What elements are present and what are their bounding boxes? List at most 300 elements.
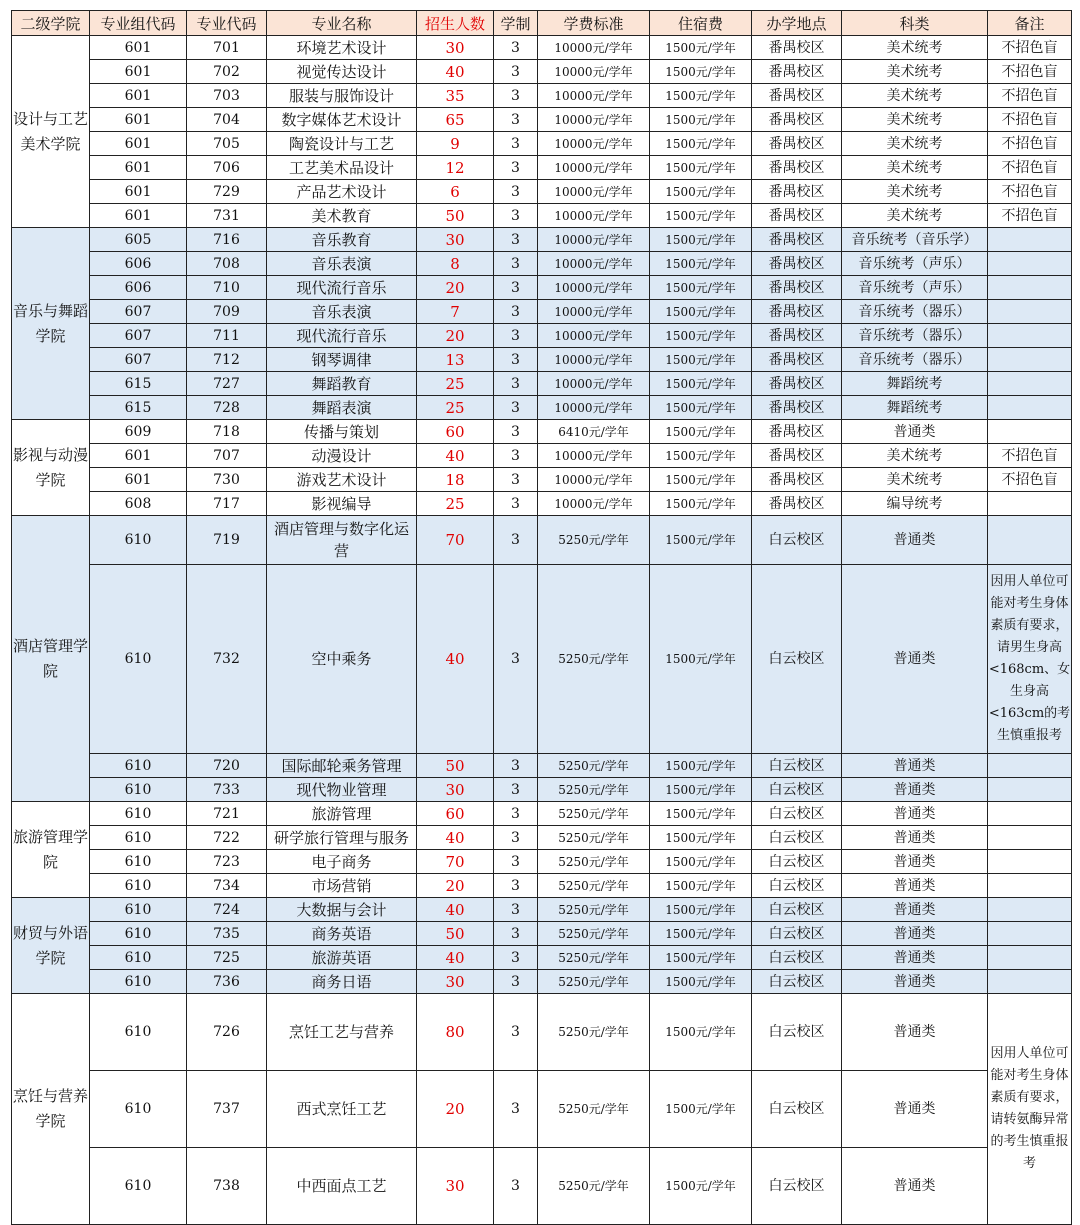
category-cell: 普通类	[842, 994, 988, 1071]
table-row	[12, 970, 1072, 994]
note-cell	[988, 372, 1072, 396]
dorm-fee-cell: 1500元/学年	[650, 898, 752, 922]
years-cell: 3	[494, 802, 538, 826]
dorm-fee-cell: 1500元/学年	[650, 492, 752, 516]
group-code-cell: 601	[90, 108, 187, 132]
campus-cell: 白云校区	[752, 946, 842, 970]
group-code-cell: 601	[90, 156, 187, 180]
years-cell: 3	[494, 565, 538, 754]
major-name-cell: 研学旅行管理与服务	[267, 826, 417, 850]
header-category: 科类	[842, 11, 988, 36]
major-code-cell: 712	[187, 348, 267, 372]
group-code-cell: 610	[90, 946, 187, 970]
enrollment-count-cell: 12	[417, 156, 494, 180]
college-cell: 烹饪与营养学院	[12, 994, 90, 1225]
header-group-code: 专业组代码	[90, 11, 187, 36]
header-major-name: 专业名称	[267, 11, 417, 36]
note-cell	[988, 802, 1072, 826]
tuition-cell: 10000元/学年	[538, 60, 650, 84]
years-cell: 3	[494, 36, 538, 60]
group-code-cell: 610	[90, 898, 187, 922]
table-row	[12, 228, 1072, 252]
enrollment-count-cell: 9	[417, 132, 494, 156]
tuition-cell: 10000元/学年	[538, 492, 650, 516]
years-cell: 3	[494, 252, 538, 276]
major-name-cell: 传播与策划	[267, 420, 417, 444]
major-code-cell: 734	[187, 874, 267, 898]
tuition-cell: 10000元/学年	[538, 468, 650, 492]
note-cell	[988, 826, 1072, 850]
group-code-cell: 610	[90, 826, 187, 850]
major-code-cell: 733	[187, 778, 267, 802]
category-cell: 舞蹈统考	[842, 396, 988, 420]
category-cell: 编导统考	[842, 492, 988, 516]
dorm-fee-cell: 1500元/学年	[650, 108, 752, 132]
campus-cell: 白云校区	[752, 994, 842, 1071]
major-code-cell: 716	[187, 228, 267, 252]
major-code-cell: 725	[187, 946, 267, 970]
category-cell: 普通类	[842, 874, 988, 898]
major-code-cell: 737	[187, 1071, 267, 1148]
years-cell: 3	[494, 444, 538, 468]
campus-cell: 番禺校区	[752, 468, 842, 492]
major-code-cell: 718	[187, 420, 267, 444]
table-row	[12, 826, 1072, 850]
major-name-cell: 现代流行音乐	[267, 276, 417, 300]
enrollment-count-cell: 40	[417, 444, 494, 468]
tuition-cell: 10000元/学年	[538, 324, 650, 348]
tuition-cell: 10000元/学年	[538, 204, 650, 228]
major-code-cell: 727	[187, 372, 267, 396]
enrollment-count-cell: 20	[417, 1071, 494, 1148]
enrollment-count-cell: 50	[417, 922, 494, 946]
tuition-cell: 5250元/学年	[538, 922, 650, 946]
note-cell: 因用人单位可能对考生身体素质有要求，请转氨酶异常的考生慎重报考	[988, 994, 1072, 1225]
tuition-cell: 10000元/学年	[538, 252, 650, 276]
category-cell: 美术统考	[842, 108, 988, 132]
major-name-cell: 影视编导	[267, 492, 417, 516]
enrollment-count-cell: 25	[417, 372, 494, 396]
enrollment-count-cell: 60	[417, 802, 494, 826]
note-cell: 不招色盲	[988, 84, 1072, 108]
major-code-cell: 708	[187, 252, 267, 276]
category-cell: 普通类	[842, 898, 988, 922]
note-cell: 不招色盲	[988, 180, 1072, 204]
tuition-cell: 5250元/学年	[538, 1148, 650, 1225]
enrollment-count-cell: 35	[417, 84, 494, 108]
tuition-cell: 6410元/学年	[538, 420, 650, 444]
table-row	[12, 300, 1072, 324]
category-cell: 音乐统考（器乐）	[842, 324, 988, 348]
years-cell: 3	[494, 468, 538, 492]
college-cell: 音乐与舞蹈学院	[12, 228, 90, 420]
years-cell: 3	[494, 276, 538, 300]
table-row	[12, 516, 1072, 565]
category-cell: 音乐统考（器乐）	[842, 300, 988, 324]
enrollment-count-cell: 40	[417, 898, 494, 922]
campus-cell: 番禺校区	[752, 444, 842, 468]
dorm-fee-cell: 1500元/学年	[650, 156, 752, 180]
note-cell	[988, 516, 1072, 565]
dorm-fee-cell: 1500元/学年	[650, 60, 752, 84]
major-name-cell: 西式烹饪工艺	[267, 1071, 417, 1148]
enrollment-count-cell: 25	[417, 492, 494, 516]
years-cell: 3	[494, 1148, 538, 1225]
major-name-cell: 陶瓷设计与工艺	[267, 132, 417, 156]
years-cell: 3	[494, 396, 538, 420]
header-enrollment-count: 招生人数	[417, 11, 494, 36]
campus-cell: 白云校区	[752, 778, 842, 802]
category-cell: 普通类	[842, 420, 988, 444]
table-row	[12, 252, 1072, 276]
table-row	[12, 156, 1072, 180]
table-row	[12, 132, 1072, 156]
major-code-cell: 701	[187, 36, 267, 60]
tuition-cell: 10000元/学年	[538, 348, 650, 372]
campus-cell: 番禺校区	[752, 156, 842, 180]
major-name-cell: 商务英语	[267, 922, 417, 946]
dorm-fee-cell: 1500元/学年	[650, 994, 752, 1071]
enrollment-count-cell: 18	[417, 468, 494, 492]
group-code-cell: 610	[90, 1148, 187, 1225]
category-cell: 美术统考	[842, 60, 988, 84]
table-row	[12, 754, 1072, 778]
group-code-cell: 601	[90, 84, 187, 108]
major-code-cell: 717	[187, 492, 267, 516]
group-code-cell: 610	[90, 802, 187, 826]
group-code-cell: 610	[90, 994, 187, 1071]
category-cell: 美术统考	[842, 132, 988, 156]
years-cell: 3	[494, 516, 538, 565]
dorm-fee-cell: 1500元/学年	[650, 36, 752, 60]
note-cell: 不招色盲	[988, 468, 1072, 492]
tuition-cell: 10000元/学年	[538, 396, 650, 420]
years-cell: 3	[494, 778, 538, 802]
major-name-cell: 商务日语	[267, 970, 417, 994]
campus-cell: 白云校区	[752, 850, 842, 874]
major-name-cell: 服装与服饰设计	[267, 84, 417, 108]
major-name-cell: 现代流行音乐	[267, 324, 417, 348]
dorm-fee-cell: 1500元/学年	[650, 348, 752, 372]
tuition-cell: 5250元/学年	[538, 874, 650, 898]
category-cell: 普通类	[842, 802, 988, 826]
header-row	[12, 11, 1072, 36]
table-row	[12, 492, 1072, 516]
note-cell	[988, 492, 1072, 516]
years-cell: 3	[494, 132, 538, 156]
table-row	[12, 778, 1072, 802]
years-cell: 3	[494, 970, 538, 994]
group-code-cell: 615	[90, 396, 187, 420]
table-body	[12, 36, 1072, 1225]
major-code-cell: 719	[187, 516, 267, 565]
major-code-cell: 702	[187, 60, 267, 84]
campus-cell: 白云校区	[752, 565, 842, 754]
group-code-cell: 610	[90, 516, 187, 565]
enrollment-count-cell: 6	[417, 180, 494, 204]
major-code-cell: 732	[187, 565, 267, 754]
tuition-cell: 5250元/学年	[538, 778, 650, 802]
table-row	[12, 994, 1072, 1071]
table-row	[12, 444, 1072, 468]
major-code-cell: 720	[187, 754, 267, 778]
category-cell: 美术统考	[842, 204, 988, 228]
group-code-cell: 607	[90, 348, 187, 372]
tuition-cell: 10000元/学年	[538, 132, 650, 156]
major-code-cell: 721	[187, 802, 267, 826]
years-cell: 3	[494, 156, 538, 180]
dorm-fee-cell: 1500元/学年	[650, 204, 752, 228]
campus-cell: 番禺校区	[752, 324, 842, 348]
table-row	[12, 802, 1072, 826]
group-code-cell: 605	[90, 228, 187, 252]
header-tuition: 学费标准	[538, 11, 650, 36]
tuition-cell: 5250元/学年	[538, 826, 650, 850]
dorm-fee-cell: 1500元/学年	[650, 84, 752, 108]
note-cell: 不招色盲	[988, 108, 1072, 132]
dorm-fee-cell: 1500元/学年	[650, 946, 752, 970]
tuition-cell: 5250元/学年	[538, 970, 650, 994]
major-code-cell: 738	[187, 1148, 267, 1225]
dorm-fee-cell: 1500元/学年	[650, 516, 752, 565]
enrollment-count-cell: 13	[417, 348, 494, 372]
table-row	[12, 324, 1072, 348]
major-name-cell: 游戏艺术设计	[267, 468, 417, 492]
major-code-cell: 735	[187, 922, 267, 946]
major-name-cell: 大数据与会计	[267, 898, 417, 922]
group-code-cell: 610	[90, 970, 187, 994]
tuition-cell: 10000元/学年	[538, 180, 650, 204]
enrollment-count-cell: 30	[417, 36, 494, 60]
enrollment-count-cell: 30	[417, 778, 494, 802]
category-cell: 音乐统考（音乐学）	[842, 228, 988, 252]
category-cell: 音乐统考（声乐）	[842, 252, 988, 276]
years-cell: 3	[494, 826, 538, 850]
dorm-fee-cell: 1500元/学年	[650, 565, 752, 754]
category-cell: 音乐统考（器乐）	[842, 348, 988, 372]
category-cell: 美术统考	[842, 36, 988, 60]
group-code-cell: 601	[90, 468, 187, 492]
major-name-cell: 舞蹈教育	[267, 372, 417, 396]
college-cell: 影视与动漫学院	[12, 420, 90, 516]
table-row	[12, 204, 1072, 228]
category-cell: 美术统考	[842, 156, 988, 180]
group-code-cell: 601	[90, 60, 187, 84]
major-name-cell: 市场营销	[267, 874, 417, 898]
major-code-cell: 723	[187, 850, 267, 874]
tuition-cell: 10000元/学年	[538, 300, 650, 324]
category-cell: 音乐统考（声乐）	[842, 276, 988, 300]
campus-cell: 番禺校区	[752, 180, 842, 204]
dorm-fee-cell: 1500元/学年	[650, 1148, 752, 1225]
note-cell: 因用人单位可能对考生身体素质有要求，请男生身高<168cm、女生身高<163cm的考生慎重报考	[988, 565, 1072, 754]
enrollment-count-cell: 70	[417, 516, 494, 565]
group-code-cell: 607	[90, 324, 187, 348]
enrollment-count-cell: 30	[417, 1148, 494, 1225]
tuition-cell: 10000元/学年	[538, 156, 650, 180]
tuition-cell: 10000元/学年	[538, 228, 650, 252]
college-cell: 酒店管理学院	[12, 516, 90, 802]
table-row	[12, 372, 1072, 396]
years-cell: 3	[494, 946, 538, 970]
header-college: 二级学院	[12, 11, 90, 36]
major-code-cell: 707	[187, 444, 267, 468]
table-row	[12, 348, 1072, 372]
major-code-cell: 736	[187, 970, 267, 994]
table-row	[12, 276, 1072, 300]
campus-cell: 白云校区	[752, 754, 842, 778]
dorm-fee-cell: 1500元/学年	[650, 372, 752, 396]
dorm-fee-cell: 1500元/学年	[650, 132, 752, 156]
major-code-cell: 731	[187, 204, 267, 228]
group-code-cell: 610	[90, 754, 187, 778]
years-cell: 3	[494, 492, 538, 516]
tuition-cell: 5250元/学年	[538, 802, 650, 826]
category-cell: 普通类	[842, 565, 988, 754]
note-cell: 不招色盲	[988, 156, 1072, 180]
enrollment-count-cell: 30	[417, 970, 494, 994]
category-cell: 舞蹈统考	[842, 372, 988, 396]
category-cell: 美术统考	[842, 444, 988, 468]
major-code-cell: 722	[187, 826, 267, 850]
category-cell: 美术统考	[842, 468, 988, 492]
note-cell	[988, 252, 1072, 276]
group-code-cell: 601	[90, 36, 187, 60]
major-code-cell: 705	[187, 132, 267, 156]
enrollment-count-cell: 40	[417, 60, 494, 84]
campus-cell: 白云校区	[752, 922, 842, 946]
major-name-cell: 旅游管理	[267, 802, 417, 826]
group-code-cell: 601	[90, 132, 187, 156]
note-cell: 不招色盲	[988, 36, 1072, 60]
group-code-cell: 601	[90, 180, 187, 204]
note-cell	[988, 922, 1072, 946]
campus-cell: 番禺校区	[752, 228, 842, 252]
campus-cell: 番禺校区	[752, 252, 842, 276]
campus-cell: 番禺校区	[752, 420, 842, 444]
table-row	[12, 898, 1072, 922]
note-cell	[988, 946, 1072, 970]
group-code-cell: 601	[90, 204, 187, 228]
note-cell: 不招色盲	[988, 60, 1072, 84]
category-cell: 普通类	[842, 1148, 988, 1225]
table-row	[12, 84, 1072, 108]
dorm-fee-cell: 1500元/学年	[650, 922, 752, 946]
table-row	[12, 874, 1072, 898]
table-row	[12, 922, 1072, 946]
major-name-cell: 现代物业管理	[267, 778, 417, 802]
major-code-cell: 729	[187, 180, 267, 204]
note-cell	[988, 874, 1072, 898]
group-code-cell: 610	[90, 922, 187, 946]
major-name-cell: 电子商务	[267, 850, 417, 874]
major-code-cell: 726	[187, 994, 267, 1071]
major-name-cell: 音乐教育	[267, 228, 417, 252]
table-row	[12, 565, 1072, 754]
header-note: 备注	[988, 11, 1072, 36]
tuition-cell: 5250元/学年	[538, 754, 650, 778]
enrollment-count-cell: 70	[417, 850, 494, 874]
dorm-fee-cell: 1500元/学年	[650, 276, 752, 300]
major-name-cell: 音乐表演	[267, 252, 417, 276]
major-code-cell: 728	[187, 396, 267, 420]
major-code-cell: 709	[187, 300, 267, 324]
major-code-cell: 730	[187, 468, 267, 492]
tuition-cell: 10000元/学年	[538, 36, 650, 60]
category-cell: 普通类	[842, 778, 988, 802]
note-cell: 不招色盲	[988, 204, 1072, 228]
campus-cell: 番禺校区	[752, 84, 842, 108]
tuition-cell: 5250元/学年	[538, 898, 650, 922]
table-row	[12, 108, 1072, 132]
enrollment-count-cell: 30	[417, 228, 494, 252]
group-code-cell: 609	[90, 420, 187, 444]
years-cell: 3	[494, 874, 538, 898]
campus-cell: 番禺校区	[752, 60, 842, 84]
category-cell: 普通类	[842, 754, 988, 778]
college-cell: 设计与工艺美术学院	[12, 36, 90, 228]
campus-cell: 番禺校区	[752, 108, 842, 132]
years-cell: 3	[494, 850, 538, 874]
major-name-cell: 动漫设计	[267, 444, 417, 468]
group-code-cell: 610	[90, 874, 187, 898]
tuition-cell: 10000元/学年	[538, 84, 650, 108]
major-name-cell: 旅游英语	[267, 946, 417, 970]
campus-cell: 番禺校区	[752, 204, 842, 228]
group-code-cell: 601	[90, 444, 187, 468]
campus-cell: 番禺校区	[752, 132, 842, 156]
group-code-cell: 610	[90, 1071, 187, 1148]
major-code-cell: 703	[187, 84, 267, 108]
group-code-cell: 608	[90, 492, 187, 516]
dorm-fee-cell: 1500元/学年	[650, 754, 752, 778]
enrollment-count-cell: 40	[417, 565, 494, 754]
dorm-fee-cell: 1500元/学年	[650, 228, 752, 252]
campus-cell: 番禺校区	[752, 372, 842, 396]
group-code-cell: 606	[90, 252, 187, 276]
major-name-cell: 工艺美术品设计	[267, 156, 417, 180]
years-cell: 3	[494, 300, 538, 324]
campus-cell: 白云校区	[752, 970, 842, 994]
major-name-cell: 数字媒体艺术设计	[267, 108, 417, 132]
table-row	[12, 60, 1072, 84]
campus-cell: 白云校区	[752, 1071, 842, 1148]
header-dorm-fee: 住宿费	[650, 11, 752, 36]
years-cell: 3	[494, 898, 538, 922]
enrollment-count-cell: 8	[417, 252, 494, 276]
enrollment-count-cell: 20	[417, 874, 494, 898]
major-name-cell: 舞蹈表演	[267, 396, 417, 420]
enrollment-count-cell: 60	[417, 420, 494, 444]
campus-cell: 番禺校区	[752, 300, 842, 324]
major-name-cell: 视觉传达设计	[267, 60, 417, 84]
years-cell: 3	[494, 60, 538, 84]
group-code-cell: 606	[90, 276, 187, 300]
campus-cell: 番禺校区	[752, 396, 842, 420]
dorm-fee-cell: 1500元/学年	[650, 970, 752, 994]
dorm-fee-cell: 1500元/学年	[650, 180, 752, 204]
major-name-cell: 音乐表演	[267, 300, 417, 324]
table-row	[12, 420, 1072, 444]
dorm-fee-cell: 1500元/学年	[650, 420, 752, 444]
table-row	[12, 36, 1072, 60]
dorm-fee-cell: 1500元/学年	[650, 468, 752, 492]
note-cell	[988, 396, 1072, 420]
header-campus: 办学地点	[752, 11, 842, 36]
note-cell	[988, 778, 1072, 802]
tuition-cell: 5250元/学年	[538, 994, 650, 1071]
tuition-cell: 5250元/学年	[538, 1071, 650, 1148]
